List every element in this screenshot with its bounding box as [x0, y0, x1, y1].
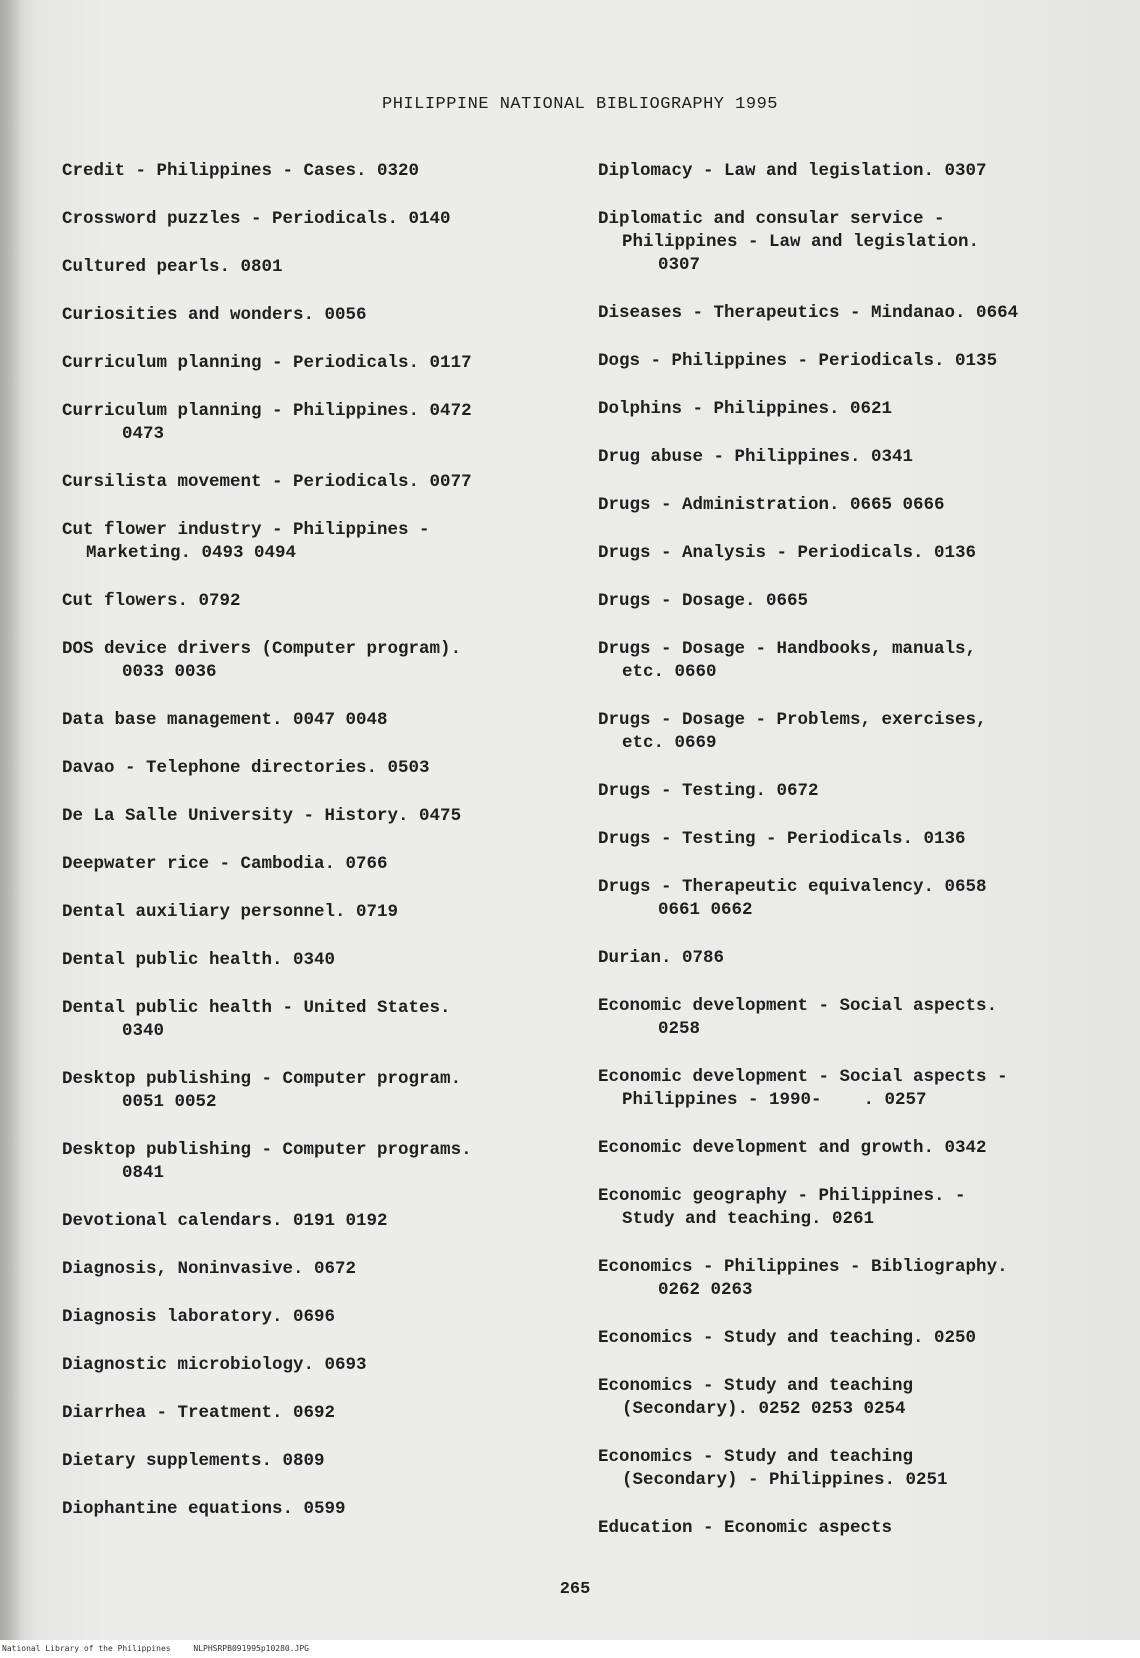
entry-continuation: Philippines - Law and legislation.: [622, 232, 980, 252]
entry-continuation: 0051 0052: [122, 1092, 217, 1112]
entry-heading: Economic geography - Philippines. -: [598, 1186, 966, 1206]
entry-heading: Dietary supplements. 0809: [62, 1451, 325, 1471]
index-entry: [62, 997, 582, 1043]
entry-continuation: (Secondary). 0252 0253 0254: [622, 1399, 906, 1419]
entry-heading: Diagnostic microbiology. 0693: [62, 1355, 367, 1375]
index-entry: [598, 1517, 1088, 1540]
entry-continuation: 0473: [122, 424, 165, 444]
index-entry: [62, 352, 582, 375]
index-entry: [62, 1306, 582, 1329]
entry-heading: De La Salle University - History. 0475: [62, 806, 462, 826]
index-entry: [62, 1139, 582, 1185]
spine-shadow: [0, 0, 22, 1640]
index-entry: [62, 805, 582, 828]
left-column: [62, 160, 582, 1546]
entry-heading: Desktop publishing - Computer program.: [62, 1069, 462, 1089]
index-entry: [62, 1210, 582, 1233]
entry-heading: Diarrhea - Treatment. 0692: [62, 1403, 336, 1423]
index-entry: [62, 638, 582, 684]
index-entry: [598, 1185, 1088, 1231]
right-column: [598, 160, 1088, 1565]
footer-filename: NLPHSRPB091995p10280.JPG: [193, 1644, 309, 1653]
index-entry: [62, 1498, 582, 1521]
entry-continuation: etc. 0660: [622, 662, 717, 682]
index-entry: [598, 350, 1088, 373]
entry-continuation: 0841: [122, 1163, 165, 1183]
index-entry: [62, 1258, 582, 1281]
index-entry: [598, 1446, 1088, 1492]
index-entry: [62, 256, 582, 279]
index-entry: [62, 590, 582, 613]
entry-heading: Dental public health - United States.: [62, 998, 451, 1018]
index-entry: [598, 160, 1088, 183]
entry-heading: Diplomatic and consular service -: [598, 209, 945, 229]
entry-continuation: Marketing. 0493 0494: [86, 543, 297, 563]
entry-heading: Devotional calendars. 0191 0192: [62, 1211, 388, 1231]
index-entry: [598, 446, 1088, 469]
entry-heading: Diagnosis, Noninvasive. 0672: [62, 1259, 357, 1279]
entry-heading: Crossword puzzles - Periodicals. 0140: [62, 209, 451, 229]
entry-heading: Diagnosis laboratory. 0696: [62, 1307, 336, 1327]
entry-heading: Economics - Philippines - Bibliography.: [598, 1257, 1008, 1277]
index-entry: [598, 1375, 1088, 1421]
entry-continuation: (Secondary) - Philippines. 0251: [622, 1470, 948, 1490]
entry-heading: Drug abuse - Philippines. 0341: [598, 447, 914, 467]
entry-heading: Curiosities and wonders. 0056: [62, 305, 367, 325]
index-entry: [598, 1137, 1088, 1160]
index-entry: [62, 757, 582, 780]
entry-continuation: 0340: [122, 1021, 165, 1041]
index-entry: [62, 208, 582, 231]
entry-heading: Economic development and growth. 0342: [598, 1138, 987, 1158]
index-entry: [598, 709, 1088, 755]
entry-continuation: Philippines - 1990- . 0257: [622, 1090, 927, 1110]
index-entry: [598, 1066, 1088, 1112]
entry-heading: Drugs - Therapeutic equivalency. 0658: [598, 877, 987, 897]
entry-heading: Deepwater rice - Cambodia. 0766: [62, 854, 388, 874]
index-entry: [62, 1450, 582, 1473]
index-entry: [62, 304, 582, 327]
entry-heading: Economics - Study and teaching: [598, 1447, 914, 1467]
entry-heading: Dental public health. 0340: [62, 950, 336, 970]
entry-continuation: etc. 0669: [622, 733, 717, 753]
entry-heading: Economic development - Social aspects -: [598, 1067, 1008, 1087]
page-header: PHILIPPINE NATIONAL BIBLIOGRAPHY 1995: [382, 95, 778, 114]
page-number: 265: [559, 1580, 591, 1599]
entry-heading: Drugs - Dosage - Problems, exercises,: [598, 710, 987, 730]
index-entry: [598, 208, 1088, 277]
index-entry: [598, 1327, 1088, 1350]
index-entry: [62, 160, 582, 183]
entry-heading: Cultured pearls. 0801: [62, 257, 283, 277]
entry-heading: Dogs - Philippines - Periodicals. 0135: [598, 351, 998, 371]
entry-heading: Dolphins - Philippines. 0621: [598, 399, 893, 419]
entry-heading: Diophantine equations. 0599: [62, 1499, 346, 1519]
index-entry: [62, 709, 582, 732]
index-entry: [62, 519, 582, 565]
entry-continuation: 0258: [658, 1019, 701, 1039]
entry-heading: Economics - Study and teaching: [598, 1376, 914, 1396]
index-entry: [598, 638, 1088, 684]
index-entry: [598, 876, 1088, 922]
entry-heading: Economic development - Social aspects.: [598, 996, 998, 1016]
entry-heading: Cut flowers. 0792: [62, 591, 241, 611]
entry-heading: Drugs - Administration. 0665 0666: [598, 495, 945, 515]
index-entry: [62, 1068, 582, 1114]
entry-heading: Drugs - Testing - Periodicals. 0136: [598, 829, 966, 849]
entry-heading: Diseases - Therapeutics - Mindanao. 0664: [598, 303, 1019, 323]
index-entry: [598, 828, 1088, 851]
index-entry: [598, 947, 1088, 970]
entry-heading: Economics - Study and teaching. 0250: [598, 1328, 977, 1348]
index-entry: [598, 590, 1088, 613]
entry-heading: Dental auxiliary personnel. 0719: [62, 902, 399, 922]
entry-heading: Data base management. 0047 0048: [62, 710, 388, 730]
entry-heading: Cursilista movement - Periodicals. 0077: [62, 472, 472, 492]
index-entry: [598, 780, 1088, 803]
index-entry: [62, 949, 582, 972]
entry-continuation: 0033 0036: [122, 662, 217, 682]
index-entry: [598, 1256, 1088, 1302]
index-entry: [62, 400, 582, 446]
entry-heading: Drugs - Dosage - Handbooks, manuals,: [598, 639, 977, 659]
index-entry: [62, 1402, 582, 1425]
entry-heading: Curriculum planning - Philippines. 0472: [62, 401, 472, 421]
entry-heading: Education - Economic aspects: [598, 1518, 893, 1538]
entry-heading: Drugs - Analysis - Periodicals. 0136: [598, 543, 977, 563]
index-entry: [598, 398, 1088, 421]
entry-heading: DOS device drivers (Computer program).: [62, 639, 462, 659]
entry-heading: Durian. 0786: [598, 948, 725, 968]
entry-heading: Curriculum planning - Periodicals. 0117: [62, 353, 472, 373]
entry-heading: Drugs - Testing. 0672: [598, 781, 819, 801]
scan-footer: [0, 1640, 1140, 1658]
entry-continuation: Study and teaching. 0261: [622, 1209, 875, 1229]
index-entry: [598, 302, 1088, 325]
entry-heading: Davao - Telephone directories. 0503: [62, 758, 430, 778]
entry-continuation: 0307: [658, 255, 701, 275]
index-entry: [62, 853, 582, 876]
entry-continuation: 0661 0662: [658, 900, 753, 920]
entry-heading: Cut flower industry - Philippines -: [62, 520, 430, 540]
index-entry: [598, 995, 1088, 1041]
entry-heading: Diplomacy - Law and legislation. 0307: [598, 161, 987, 181]
entry-heading: Drugs - Dosage. 0665: [598, 591, 809, 611]
index-entry: [598, 542, 1088, 565]
entry-heading: Desktop publishing - Computer programs.: [62, 1140, 472, 1160]
index-entry: [62, 471, 582, 494]
index-entry: [598, 494, 1088, 517]
index-entry: [62, 1354, 582, 1377]
footer-library: National Library of the Philippines: [2, 1644, 171, 1653]
entry-continuation: 0262 0263: [658, 1280, 753, 1300]
index-entry: [62, 901, 582, 924]
entry-heading: Credit - Philippines - Cases. 0320: [62, 161, 420, 181]
